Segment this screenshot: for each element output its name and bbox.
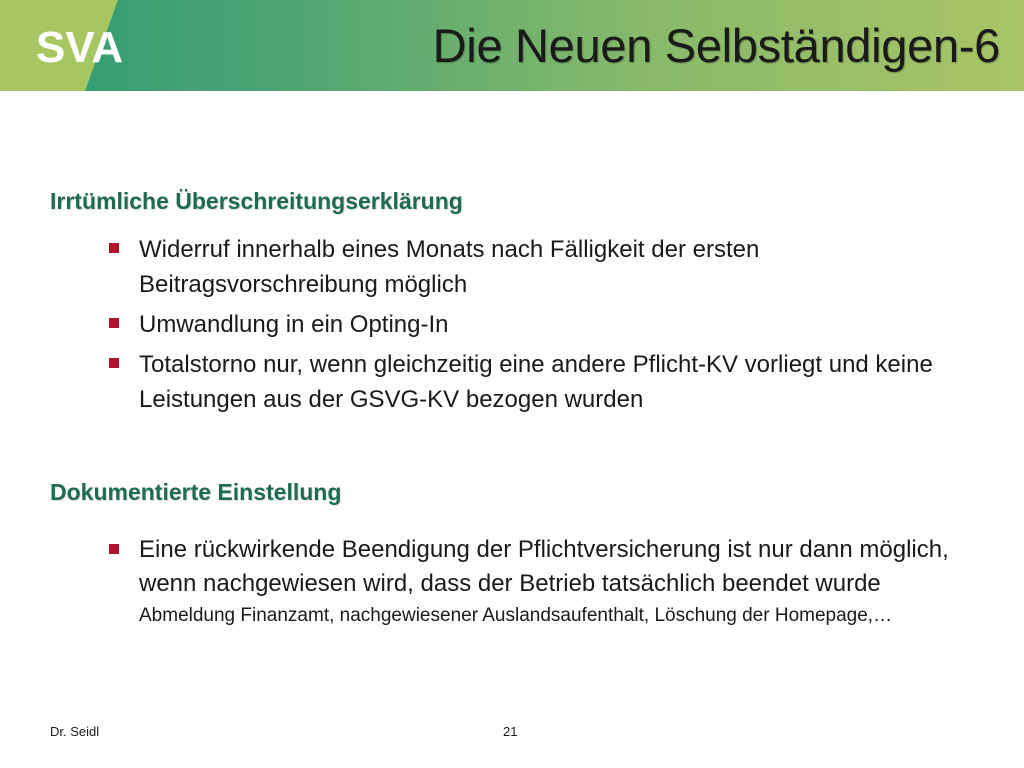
bullet-square-icon xyxy=(109,243,119,253)
bullet-item xyxy=(109,232,969,302)
bullet-text: Widerruf innerhalb eines Monats nach Fälligkeit der ersten Beitragsvorschreibung möglich xyxy=(139,236,760,298)
bullet-text: Umwandlung in ein Opting-In xyxy=(139,311,449,338)
logo-text: SVA xyxy=(36,24,124,68)
bullet-text: Totalstorno nur, wenn gleichzeitig eine andere Pflicht-KV vorliegt und keine Leistungen aus der GSVG-KV bezogen wurden xyxy=(139,351,933,413)
bullet-square-icon xyxy=(109,318,119,328)
bullet-text: Eine rückwirkende Beendigung der Pflichtversicherung ist nur dann möglich, wenn nachgewiesen wird, dass der Betrieb tatsächlich beendet wurde xyxy=(139,536,949,597)
slide-title: Die Neuen Selbständigen-6 xyxy=(432,19,1000,72)
section-heading-1: Irrtümliche Überschreitungserklärung xyxy=(50,188,463,214)
bullet-square-icon xyxy=(109,358,119,368)
bullet-square-icon xyxy=(109,544,119,554)
header-bar xyxy=(0,0,1024,91)
section-heading-2: Dokumentierte Einstellung xyxy=(50,479,342,505)
bullet-item xyxy=(109,307,969,342)
footer-author: Dr. Seidl xyxy=(50,724,100,739)
sva-logo xyxy=(36,24,176,68)
page-number: 21 xyxy=(503,724,518,739)
bullet-item xyxy=(109,347,969,417)
bullet-item xyxy=(109,533,969,630)
bullet-subtext: Abmeldung Finanzamt, nachgewiesener Auslandsaufenthalt, Löschung der Homepage,… xyxy=(139,605,893,626)
